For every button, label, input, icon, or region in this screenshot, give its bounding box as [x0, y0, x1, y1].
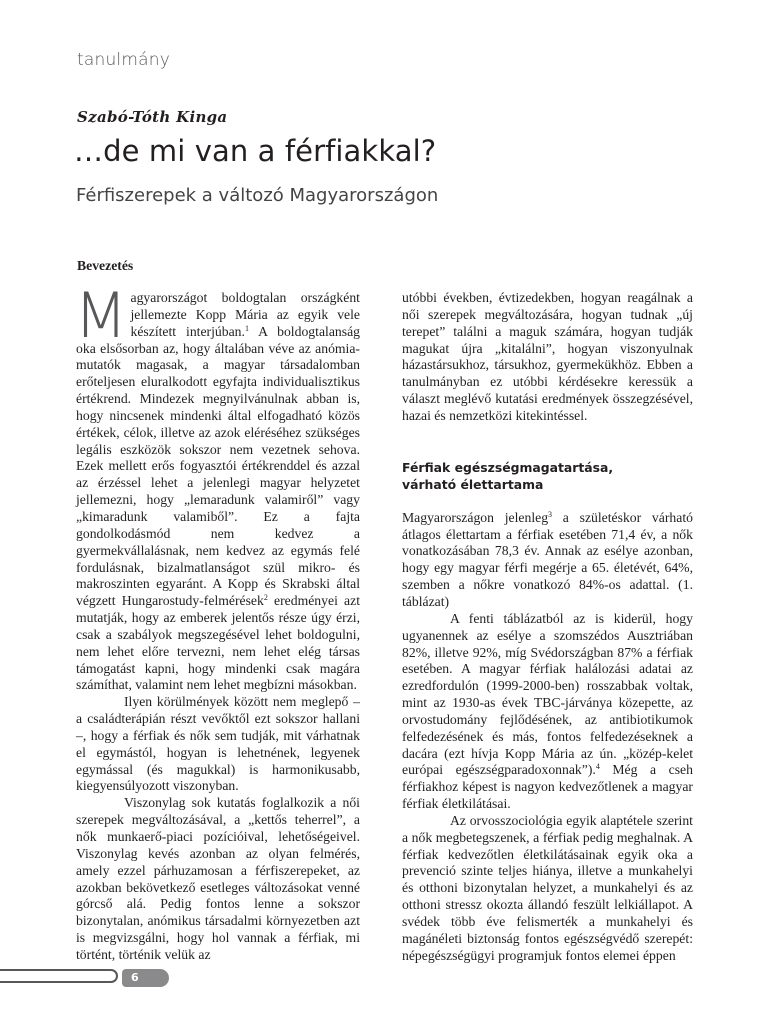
- paragraph-text: eredményei azt mutatják, hogy az emberek jelentős része úgy érzi, csak a szabályok megszegésével lehet boldogulni, nem lehet előre tervezni, nem lehet elég társas támogatást kapni, hogy mindenki csak magára számíthat, valamint nem lehet megbízni másokban.: [76, 593, 361, 693]
- paragraph-text: A fenti táblázatból az is kiderül, hogy ugyanennek az esélye a szomszédos Ausztriában 82%, illetve 92%, míg Svédországban 87% a férfiak esetében. A magyar férfiak halálozási adatai az ezredfordulón (1999-2000-ben) rosszabbak voltak, mint az 1930-as évek TBC-járványa közepette, az orvostudomány fejlődésének, az antibiotikumok felfedezésének és más, fontos felfedezéseknek a dacára (ezt hívja Kopp Mária az ún. „közép-kelet európai egészségparadoxonnak”).: [402, 610, 693, 778]
- subheading-line-1: Férfiak egészségmagatartása,: [402, 459, 614, 475]
- paragraph-4: utóbbi években, évtizedekben, hogyan reagálnak a női szerepek megváltozására, hogyan tudnak „új terepet” találni a maguk számára, hogyan tudják magukat újra „kitalálni”, hogyan viszonyulnak házastársukhoz, társukhoz, gyermekükhöz. Ebben a tanulmányban ez utóbbi kérdésekre keressük a választ meglévő kutatási eredmények összegzésével, hazai és nemzetközi kitekintéssel.: [402, 290, 693, 423]
- footer-bar: [0, 969, 118, 983]
- footnote-ref-4: 4: [595, 762, 600, 772]
- page-number: 6: [122, 969, 169, 987]
- paragraph-2: Ilyen körülmények között nem meglepő – a családterápián részt vevőktől ezt sokszor hallani –, hogy a férfiak és nők sem tudják, mit várhatnak el egymástól, hogyan is lehetnének, legyenek egymással (és magukkal) is harmonikusabb, kiegyensúlyozott viszonyban.: [76, 694, 360, 794]
- footnote-ref-2: 2: [263, 593, 268, 603]
- paragraph-text: a születéskor várható átlagos élettartam a férfiak esetében 71,4 év, a nők vonatkozásában 78,3 év. Annak az esélye azonban, hogy egy magyar férfi megérje a 65. életévét, 64%, szemben a nőkre vonatkozó 84%-os adattal. (1. táblázat): [402, 509, 693, 609]
- section-heading-introduction: Bevezetés: [77, 258, 134, 273]
- left-column: [74, 279, 361, 964]
- paragraph-text: A boldogtalanság oka elsősorban az, hogy általában véve az anómia-mutatók magasak, a magyar társadalomban erőteljesen eluralkodott egyfajta individualisztikus értékrend. Mindezek megnyilvánulnak abban is, hogy nincsenek mindenki által elfogadható közös értékek, célok, illetve az azok eléréséhez szükséges legális eszközök sokszor nem vezetnek sehova. Ezek mellett erős fogyasztói értékrenddel és azzal az érzéssel lehet a jelenlegi magyar helyzetet jellemezni, hogy „lemaradunk valamiről” vagy „kimaradunk valamiből”. Ez a fajta gondolkodásmód nem kedvez a gyermekvállalásnak, nem kedvez az egymás felé fordulásnak, bizalmatlanságot szül mikro- és makroszinten egyaránt. A Kopp és Skrabski által végzett Hungarostudy-felmérések: [76, 323, 360, 609]
- right-column: [402, 290, 693, 965]
- paragraph-text: Még a cseh férfiakhoz képest is nagyon kedvezőtlenek a magyar férfiak életkilátásai.: [402, 762, 693, 812]
- footnote-ref-1: 1: [244, 323, 249, 333]
- section-label: tanulmány: [77, 50, 170, 70]
- paragraph-5: [402, 510, 693, 611]
- subheading-health: [402, 459, 693, 493]
- article-subtitle: Férfiszerepek a változó Magyarországon: [76, 185, 439, 206]
- paragraph-7: Az orvosszociológia egyik alaptétele szerint a nők megbetegszenek, a férfiak pedig meghalnak. A férfiak kedvezőtlen életkilátásainak egyik oka a prevenció szinte teljes hiánya, illetve a munkahelyi és otthoni bizonytalan helyzet, a munkahelyi és az otthoni stressz okozta állandó feszült lelkiállapot. A svédek több éve felismerték a munkahelyi és magánéleti biztonság fontos egészségvédő szerepét: népegészségügyi programjuk fontos elemei éppen: [402, 812, 693, 963]
- paragraph-3: Viszonylag sok kutatás foglalkozik a női szerepek megváltozásával, a „kettős teherrel”, a nők munkaerő-piaci pozícióival, lehetőségeivel. Viszonylag kevés azonban az olyan felmérés, amely ezzel párhuzamosan a férfiszerepeket, az azokban bekövetkező esetleges változásokat venné górcső alá. Pedig fontos lenne a sokszor bizonytalan, anómikus társadalmi környezetben azt is megvizsgálni, hogy hol vannak a férfiak, mi történt, történik velük az: [76, 795, 360, 962]
- drop-cap: M: [74, 279, 128, 352]
- paragraph-1: [74, 279, 361, 694]
- footnote-ref-3: 3: [548, 509, 553, 519]
- paragraph-text: agyarországot boldogtalan országként jellemezte Kopp Mária az egyik vele készített interjúban.: [130, 290, 360, 339]
- paragraph-6: [402, 611, 693, 813]
- article-title: …de mi van a férfiakkal?: [74, 134, 437, 168]
- author-name: Szabó-Tóth Kinga: [77, 108, 228, 126]
- paragraph-text: Magyarországon jelenleg: [402, 509, 549, 525]
- subheading-line-2: várható élettartama: [402, 476, 544, 492]
